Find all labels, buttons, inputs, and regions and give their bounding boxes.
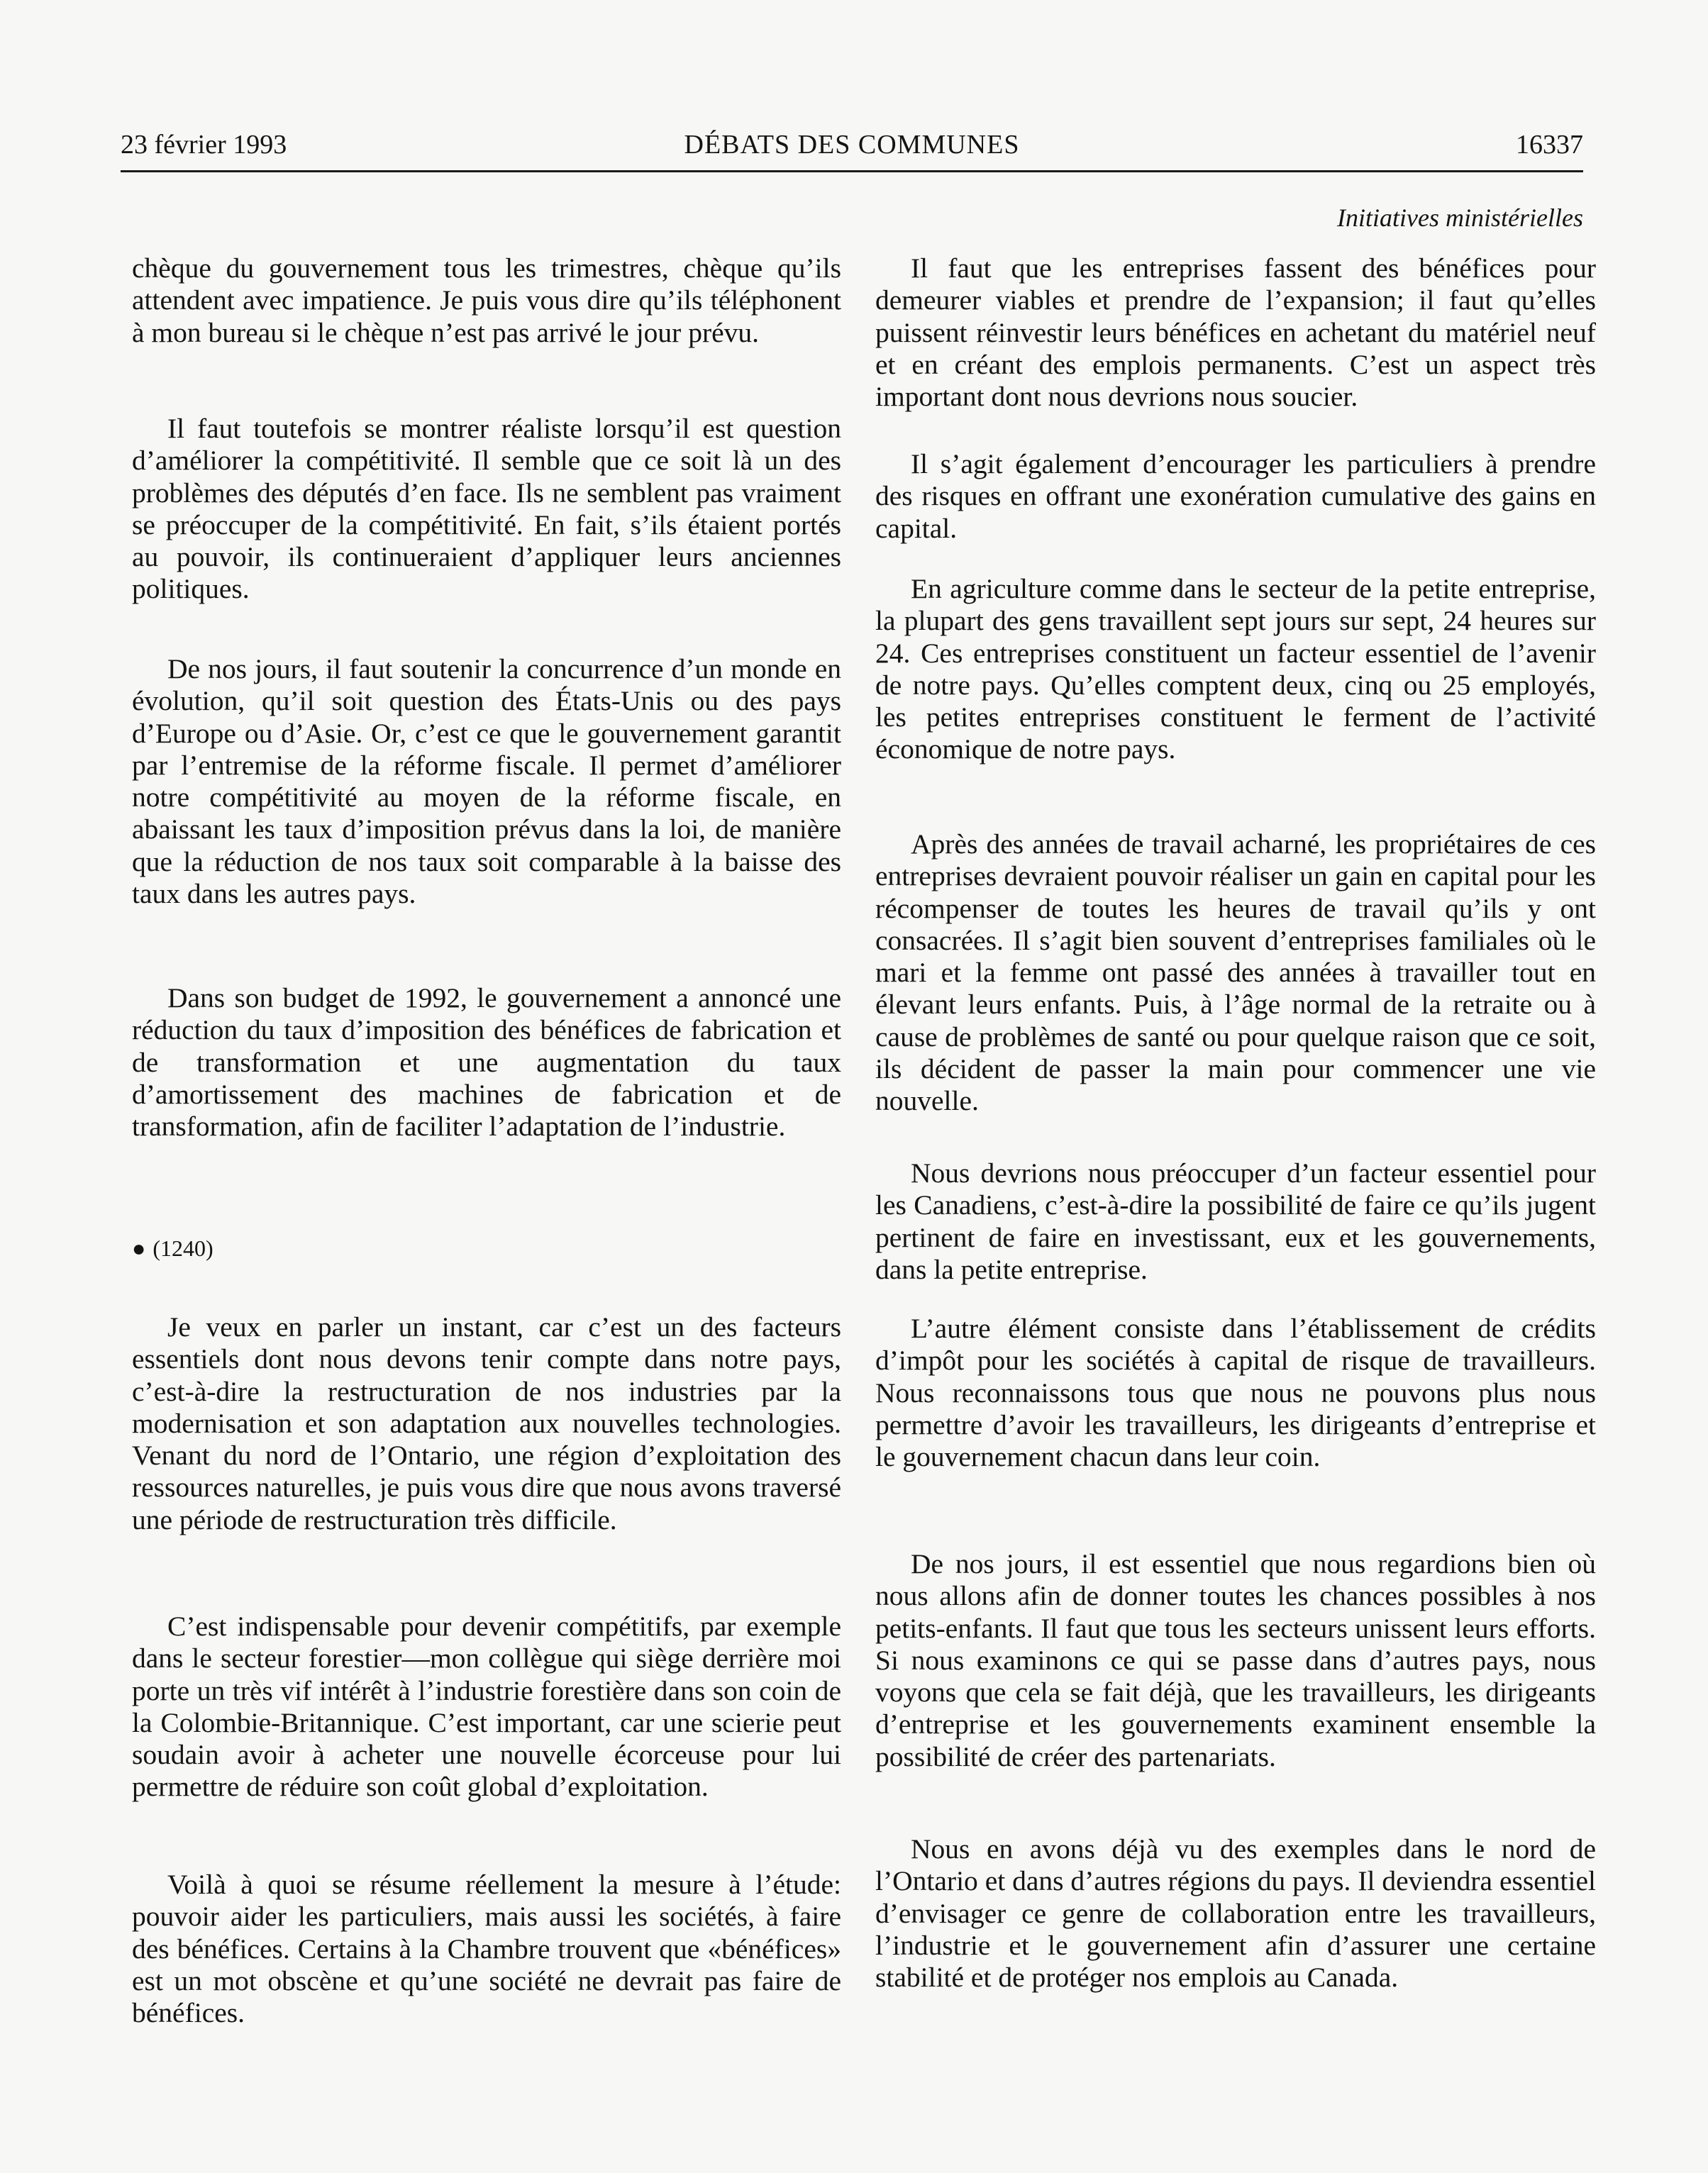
paragraph: De nos jours, il faut soutenir la concurrence d’un monde en évolution, qu’il soit question des États-Unis ou des pays d’Europe ou d’Asie. Or, c’est ce que le gouvernement garantit par l’entremise de la réforme fiscale. Il permet d’améliorer notre compétitivité au moyen de la réforme fiscale, en abaissant les taux d’imposition prévus dans la loi, de manière que la réduction de nos taux soit comparable à la baisse des taux dans les autres pays. [132,653,841,910]
paragraph: Après des années de travail acharné, les propriétaires de ces entreprises devraient pouvoir réaliser un gain en capital pour les récompenser de toutes les heures de travail qu’ils y ont consacrées. Il s’agit bien souvent d’entreprises familiales où le mari et la femme ont passé des années à travailler tout en élevant leurs enfants. Puis, à l’âge normal de la retraite ou à cause de problèmes de santé ou pour quelque raison que ce soit, ils décident de passer la main pour commencer une vie nouvelle. [875,828,1596,1117]
header-title: DÉBATS DES COMMUNES [684,130,1020,160]
paragraph: En agriculture comme dans le secteur de la petite entreprise, la plupart des gens travaillent sept jours sur sept, 24 heures sur 24. Ces entreprises constituent un facteur essentiel de l’avenir de notre pays. Qu’elles comptent deux, cinq ou 25 employés, les petites entreprises constituent le ferment de l’activité économique de notre pays. [875,573,1596,765]
paragraph: Nous devrions nous préoccuper d’un facteur essentiel pour les Canadiens, c’est-à-dire la possibilité de faire ce qu’ils jugent pertinent de faire en investissant, eux et les gouvernements, dans la petite entreprise. [875,1157,1596,1285]
paragraph: De nos jours, il est essentiel que nous regardions bien où nous allons afin de donner toutes les chances possibles à nos petits-enfants. Il faut que tous les secteurs unissent leurs efforts. Si nous examinons ce qui se passe dans d’autres pays, nous voyons que cela se fait déjà, que les travailleurs, les dirigeants d’entreprise et les gouvernements examinent ensemble la possibilité de créer des partenariats. [875,1548,1596,1772]
paragraph: Il faut que les entreprises fassent des bénéfices pour demeurer viables et prendre de l’expansion; il faut qu’elles puissent réinvestir leurs bénéfices en achetant du matériel neuf et en créant des emplois permanents. C’est un aspect très important dont nous devrions nous soucier. [875,252,1596,413]
paragraph: chèque du gouvernement tous les trimestres, chèque qu’ils attendent avec impatience. Je puis vous dire qu’ils téléphonent à mon bureau si le chèque n’est pas arrivé le jour prévu. [132,252,841,348]
section-title: Initiatives ministérielles [1337,204,1583,232]
paragraph: Voilà à quoi se résume réellement la mesure à l’étude: pouvoir aider les particuliers, mais aussi les sociétés, à faire des bénéfices. Certains à la Chambre trouvent que «bénéfices» est un mot obscène et qu’une société ne devrait pas faire de bénéfices. [132,1869,841,2029]
header-page-number: 16337 [1516,130,1583,160]
paragraph: Il s’agit également d’encourager les particuliers à prendre des risques en offrant une exonération cumulative des gains en capital. [875,448,1596,544]
paragraph: Nous en avons déjà vu des exemples dans le nord de l’Ontario et dans d’autres régions du pays. Il deviendra essentiel d’envisager ce genre de collaboration entre les travailleurs, l’industrie et le gouvernement afin d’assurer une certaine stabilité et de protéger nos emplois au Canada. [875,1833,1596,1994]
paragraph: Je veux en parler un instant, car c’est un des facteurs essentiels dont nous devons tenir compte dans notre pays, c’est-à-dire la restructuration de nos industries par la modernisation et son adaptation aux nouvelles technologies. Venant du nord de l’Ontario, une région d’exploitation des ressources naturelles, je puis vous dire que nous avons traversé une période de restructuration très difficile. [132,1311,841,1535]
time-stamp [132,1234,214,1262]
bullet-icon: ● [132,1235,146,1261]
paragraph: C’est indispensable pour devenir compétitifs, par exemple dans le secteur forestier—mon collègue qui siège derrière moi porte un très vif intérêt à l’industrie forestière dans son coin de la Colombie-Britannique. C’est important, car une scierie peut soudain avoir à acheter une nouvelle écorceuse pour lui permettre de réduire son coût global d’exploitation. [132,1611,841,1803]
paragraph: L’autre élément consiste dans l’établissement de crédits d’impôt pour les sociétés à capital de risque de travailleurs. Nous reconnaissons tous que nous ne pouvons plus nous permettre d’avoir les travailleurs, les dirigeants d’entreprise et le gouvernement chacun dans leur coin. [875,1313,1596,1473]
header-date: 23 février 1993 [121,130,287,160]
page-header [121,126,1583,169]
time-stamp-text: (1240) [152,1235,214,1261]
paragraph: Dans son budget de 1992, le gouvernement a annoncé une réduction du taux d’imposition des bénéfices de fabrication et de transformation et une augmentation du taux d’amortissement des machines de fabrication et de transformation, afin de faciliter l’adaptation de l’industrie. [132,982,841,1143]
paragraph: Il faut toutefois se montrer réaliste lorsqu’il est question d’améliorer la compétitivité. Il semble que ce soit là un des problèmes des députés d’en face. Ils ne semblent pas vraiment se préoccuper de la compétitivité. En fait, s’ils étaient portés au pouvoir, ils continueraient d’appliquer leurs anciennes politiques. [132,413,841,605]
header-rule [121,170,1583,172]
